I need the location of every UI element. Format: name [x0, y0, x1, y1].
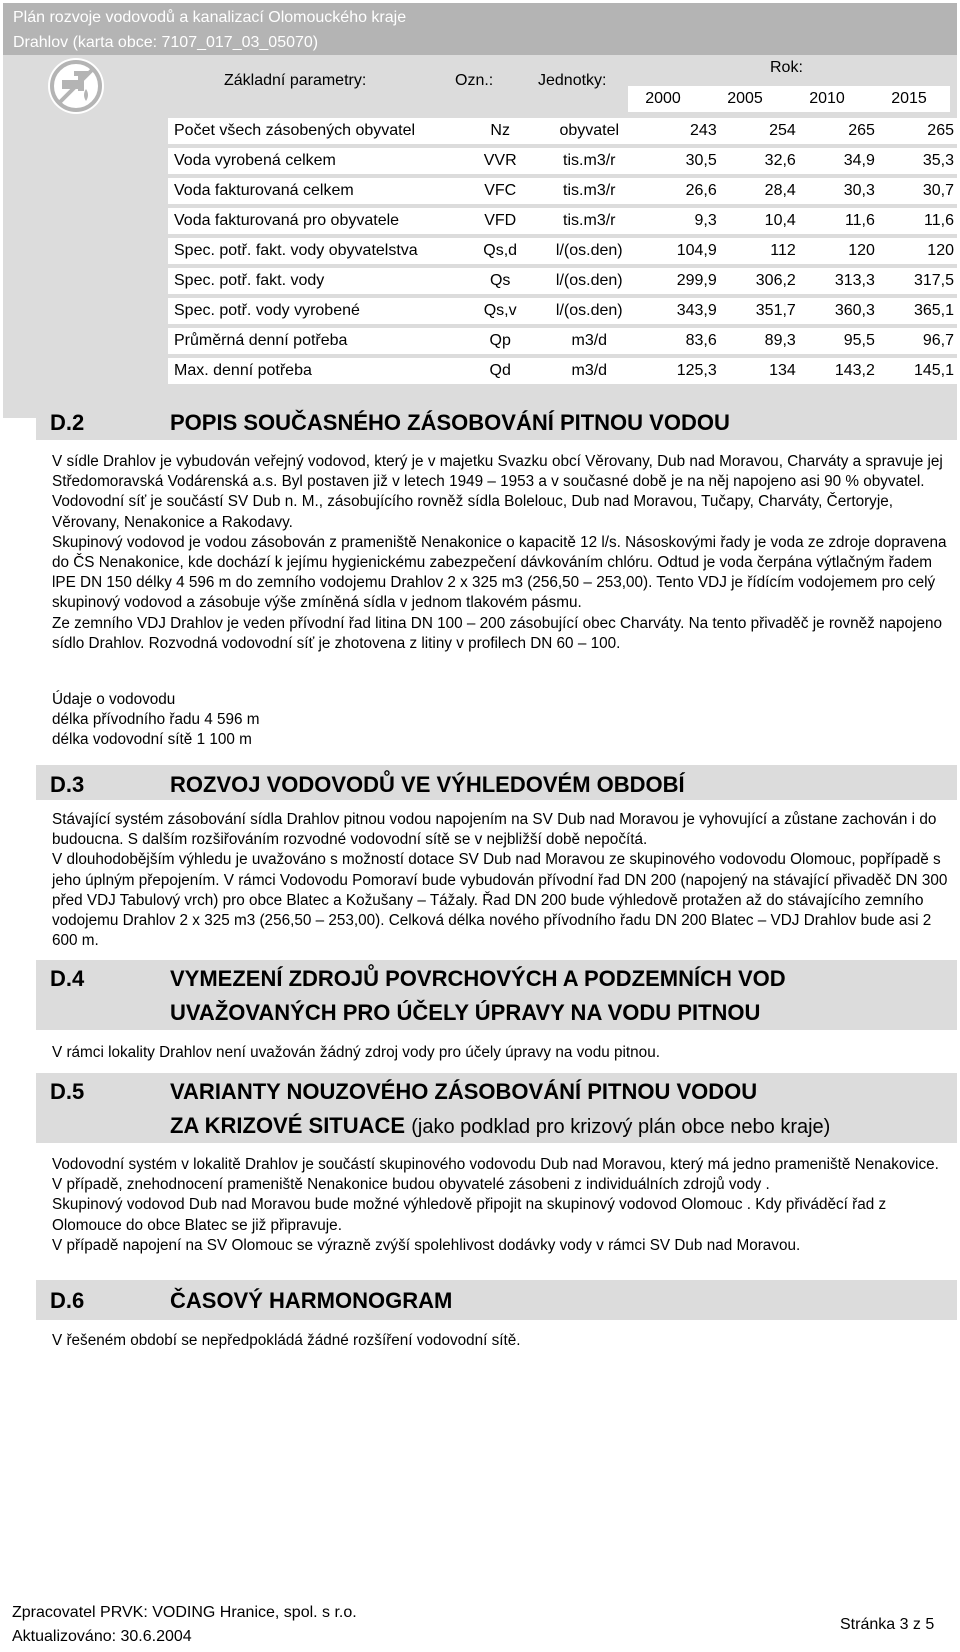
paragraph: Vodovodní systém v lokalitě Drahlov je součástí skupinového vodovodu Dub nad Moravou, který má jedno prameniště Nenakovice. V případě, znehodnocení prameniště Nenakonice budou obyvatelé zásobeni z individuálních zdrojů vody . — [52, 1156, 939, 1194]
parameter-value: 265 — [881, 118, 960, 144]
parameter-value: 11,6 — [881, 208, 960, 234]
section-d2-body — [52, 452, 952, 654]
parameter-value: 89,3 — [723, 328, 802, 354]
paragraph: V řešeném období se nepředpokládá žádné rozšíření vodovodní sítě. — [52, 1332, 521, 1349]
parameter-value: 26,6 — [644, 178, 723, 204]
parameter-name: Spec. potř. fakt. vody — [168, 268, 465, 294]
parameter-value: 134 — [723, 358, 802, 384]
paragraph: Skupinový vodovod je vodou zásobován z prameniště Nenakonice o kapacitě 12 l/s. Násoskovými řady je voda ze zdroje dopravena do ČS Nenakonice, kde dochází k jejímu hygienickému zabezpečení dávkováním chlóru. Odtud je voda čerpána výtlačným řadem lPE DN 150 délky 4 596 m do zemního vodojemu Drahlov 2 x 325 m3 (256,50 – 253,00). Tento VDJ je řídícím vodojemem pro celý skupinový vodovod a zásobuje výše zmíněná sídla v jednom tlakovém pásmu. — [52, 533, 947, 612]
parameter-abbreviation: Qp — [465, 328, 534, 354]
section-title-part: ZA KRIZOVÉ SITUACE — [170, 1113, 406, 1138]
parameter-value: 10,4 — [723, 208, 802, 234]
column-header-units: Jednotky: — [538, 72, 607, 89]
parameter-value: 32,6 — [723, 148, 802, 174]
parameter-value: 9,3 — [644, 208, 723, 234]
section-header-d2 — [36, 405, 957, 440]
column-header-year: Rok: — [770, 59, 803, 76]
section-number: D.3 — [50, 772, 85, 797]
paragraph: V rámci lokality Drahlov není uvažován žádný zdroj vody pro účely úpravy na vodu pitnou. — [52, 1044, 660, 1061]
parameter-value: 243 — [644, 118, 723, 144]
section-d6-body — [52, 1331, 952, 1351]
parameter-value: 96,7 — [881, 328, 960, 354]
parameter-value: 28,4 — [723, 178, 802, 204]
parameter-value: 299,9 — [644, 268, 723, 294]
parameter-value: 313,3 — [802, 268, 881, 294]
parameter-abbreviation: VFC — [465, 178, 534, 204]
parameter-row — [168, 268, 960, 294]
section-number: D.2 — [50, 410, 85, 435]
paragraph: V dlouhodobějším výhledu je uvažováno s možností dotace SV Dub nad Moravou ze skupinového vodovodu Olomouc, popřípadě s jeho úplným přepojením. V rámci Vodovodu Pomoraví bude vybudován přívodní řad DN 200 (napojený na stávající přivaděč DN 300 před VDJ Tabulový vrch) pro obce Blatec a Kožušany – Tážaly. Řad DN 200 bude výhledově protažen až do stávajícího zemního vodojemu Drahlov 2 x 325 m3 (256,50 – 253,00). Celková délka nového přívodního řadu DN 200 Blatec – VDJ Drahlov bude asi 2 600 m. — [52, 851, 948, 950]
section-header-d6 — [36, 1280, 957, 1320]
parameter-name: Průměrná denní potřeba — [168, 328, 465, 354]
parameter-unit: tis.m3/r — [535, 148, 644, 174]
parameter-value: 30,7 — [881, 178, 960, 204]
year-header-row — [628, 86, 950, 112]
parameter-row — [168, 328, 960, 354]
paragraph: V sídle Drahlov je vybudován veřejný vodovod, který je v majetku Svazku obcí Věrovany, Dub nad Moravou, Charváty a spravuje jej Středomoravská Vodárenská a.s. Byl postaven již v letech 1949 – 1953 a v současné době je na něj napojeno asi 90 % obyvatel. Vodovodní síť je součástí SV Dub n. M., zásobujícího rovněž sídla Bolelouc, Dub nad Moravou, Tučapy, Charváty, Čertoryje, Věrovany, Nenakonice a Rakodavy. — [52, 453, 943, 531]
water-supply-info — [52, 690, 952, 751]
parameter-name: Voda vyrobená celkem — [168, 148, 465, 174]
section-title: ČASOVÝ HARMONOGRAM — [170, 1288, 453, 1313]
parameters-table — [168, 114, 960, 388]
section-d3-body — [52, 810, 952, 951]
parameter-value: 120 — [881, 238, 960, 264]
info-line: délka přívodního řadu 4 596 m — [52, 711, 260, 729]
section-title: VARIANTY NOUZOVÉHO ZÁSOBOVÁNÍ PITNOU VODOU — [170, 1079, 758, 1104]
parameter-value: 120 — [802, 238, 881, 264]
parameter-name: Voda fakturovaná pro obyvatele — [168, 208, 465, 234]
parameter-row — [168, 358, 960, 384]
year-header: 2005 — [727, 90, 763, 107]
parameter-unit: l/(os.den) — [535, 238, 644, 264]
parameter-abbreviation: VFD — [465, 208, 534, 234]
water-tap-logo-icon — [48, 58, 104, 114]
parameter-abbreviation: Qs,d — [465, 238, 534, 264]
section-title-continued: UVAŽOVANÝCH PRO ÚČELY ÚPRAVY NA VODU PITNOU — [170, 1000, 761, 1025]
parameter-value: 35,3 — [881, 148, 960, 174]
parameter-row — [168, 148, 960, 174]
parameter-abbreviation: Nz — [465, 118, 534, 144]
parameter-value: 360,3 — [802, 298, 881, 324]
parameter-value: 95,5 — [802, 328, 881, 354]
section-d4-body — [52, 1043, 952, 1063]
parameter-unit: tis.m3/r — [535, 178, 644, 204]
parameter-row — [168, 298, 960, 324]
parameter-name: Počet všech zásobených obyvatel — [168, 118, 465, 144]
parameter-value: 306,2 — [723, 268, 802, 294]
parameter-value: 30,3 — [802, 178, 881, 204]
parameter-unit: l/(os.den) — [535, 268, 644, 294]
parameter-row — [168, 118, 960, 144]
section-title: POPIS SOUČASNÉHO ZÁSOBOVÁNÍ PITNOU VODOU — [170, 410, 730, 435]
parameter-unit: m3/d — [535, 328, 644, 354]
parameter-abbreviation: Qs — [465, 268, 534, 294]
parameter-abbreviation: Qs,v — [465, 298, 534, 324]
section-header-d5 — [36, 1073, 957, 1143]
section-header-d4 — [36, 960, 957, 1030]
year-header: 2015 — [891, 90, 927, 107]
parameter-value: 125,3 — [644, 358, 723, 384]
parameter-value: 30,5 — [644, 148, 723, 174]
parameter-value: 11,6 — [802, 208, 881, 234]
parameter-unit: tis.m3/r — [535, 208, 644, 234]
parameter-value: 145,1 — [881, 358, 960, 384]
parameter-name: Voda fakturovaná celkem — [168, 178, 465, 204]
paragraph: Stávající systém zásobování sídla Drahlov pitnou vodou napojením na SV Dub nad Moravou je vyhovující a zůstane zachován i do budoucna. S dalším rozšiřováním rozvodné vodovodní sítě se v nejbližší době nepočítá. — [52, 811, 937, 849]
section-title: ROZVOJ VODOVODŮ VE VÝHLEDOVÉM OBDOBÍ — [170, 772, 685, 797]
parameter-value: 83,6 — [644, 328, 723, 354]
section-number: D.4 — [50, 966, 85, 991]
parameter-value: 343,9 — [644, 298, 723, 324]
column-header-parameters: Základní parametry: — [224, 72, 367, 89]
parameter-value: 254 — [723, 118, 802, 144]
section-title: VYMEZENÍ ZDROJŮ POVRCHOVÝCH A PODZEMNÍCH VOD — [170, 966, 786, 991]
parameter-row — [168, 208, 960, 234]
parameter-row — [168, 178, 960, 204]
parameter-name: Spec. potř. vody vyrobené — [168, 298, 465, 324]
parameter-name: Max. denní potřeba — [168, 358, 465, 384]
document-header — [3, 3, 957, 55]
parameter-value: 265 — [802, 118, 881, 144]
parameter-value: 112 — [723, 238, 802, 264]
parameter-abbreviation: VVR — [465, 148, 534, 174]
paragraph: Ze zemního VDJ Drahlov je veden přívodní řad litina DN 100 – 200 zásobující obec Charváty. Na tento přivaděč je rovněž napojeno sídlo Drahlov. Rozvodná vodovodní síť je zhotovena z litiny v profilech DN 60 – 100. — [52, 614, 942, 652]
parameter-value: 104,9 — [644, 238, 723, 264]
year-header: 2010 — [809, 90, 845, 107]
info-heading: Údaje o vodovodu — [52, 691, 176, 708]
parameter-value: 34,9 — [802, 148, 881, 174]
section-number: D.5 — [50, 1079, 85, 1104]
parameter-value: 365,1 — [881, 298, 960, 324]
parameter-unit: l/(os.den) — [535, 298, 644, 324]
section-subtitle: (jako podklad pro krizový plán obce nebo kraje) — [411, 1116, 831, 1138]
section-d5-body — [52, 1155, 952, 1256]
footer-author: Zpracovatel PRVK: VODING Hranice, spol. s r.o. — [12, 1604, 357, 1621]
section-header-d3 — [36, 765, 957, 800]
parameter-value: 317,5 — [881, 268, 960, 294]
year-header: 2000 — [645, 90, 681, 107]
section-title-continued — [170, 1113, 830, 1139]
footer-updated: Aktualizováno: 30.6.2004 — [12, 1628, 192, 1645]
parameter-unit: m3/d — [535, 358, 644, 384]
header-subtitle: Drahlov (karta obce: 7107_017_03_05070) — [13, 34, 319, 51]
paragraph: Skupinový vodovod Dub nad Moravou bude možné výhledově připojit na skupinový vodovod Olomouc . Kdy přiváděcí řad z Olomouce do obce Blatec se již připravuje. — [52, 1196, 887, 1234]
section-number: D.6 — [50, 1288, 85, 1313]
parameter-abbreviation: Qd — [465, 358, 534, 384]
parameter-value: 351,7 — [723, 298, 802, 324]
paragraph: V případě napojení na SV Olomouc se výrazně zvýší spolehlivost dodávky vody v rámci SV Dub nad Moravou. — [52, 1236, 801, 1254]
parameter-value: 143,2 — [802, 358, 881, 384]
column-header-abbreviation: Ozn.: — [455, 72, 494, 89]
parameter-name: Spec. potř. fakt. vody obyvatelstva — [168, 238, 465, 264]
header-title: Plán rozvoje vodovodů a kanalizací Olomouckého kraje — [13, 9, 407, 26]
footer-page-number: Stránka 3 z 5 — [840, 1616, 935, 1633]
parameter-unit: obyvatel — [535, 118, 644, 144]
info-line: délka vodovodní sítě 1 100 m — [52, 731, 252, 749]
parameter-row — [168, 238, 960, 264]
